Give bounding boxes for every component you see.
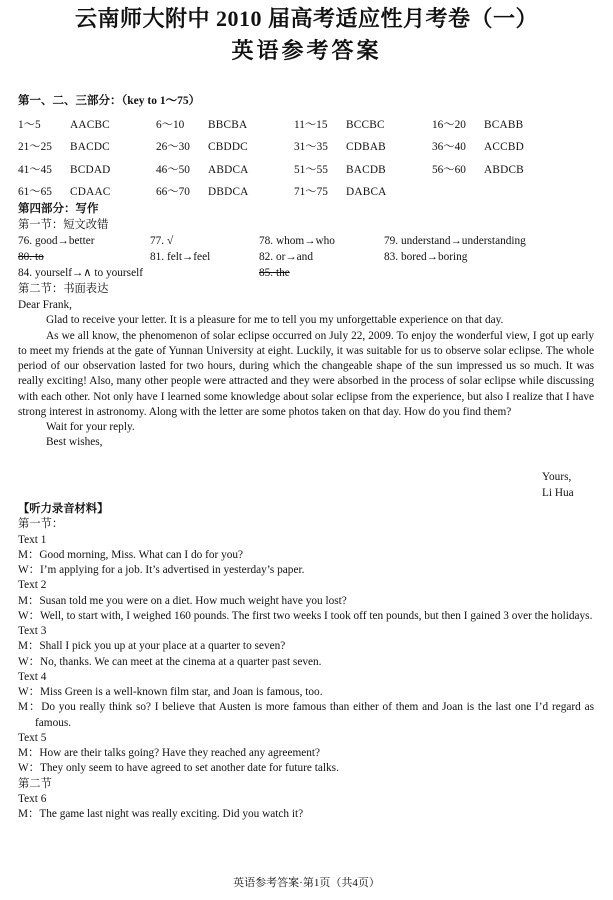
answer-cell [18, 140, 156, 155]
text-label: Text 5 [18, 731, 47, 744]
correction-item: 80. to [18, 251, 44, 263]
answer-key-grid [18, 114, 608, 204]
text-label: Text 6 [18, 792, 47, 805]
question-range: 46～50 [156, 163, 190, 176]
part4-section1-heading: 第一节：短文改错 [18, 219, 109, 231]
dialogue-line: W：Well, to start with, I weighed 160 pounds. The first two weeks I took off ten pounds, but then I gained 3 over the holidays. [18, 609, 593, 622]
correction-item: 84. yourself→∧ to yourself [18, 267, 143, 279]
answer-cell [294, 140, 432, 155]
answer-row [18, 114, 608, 137]
answer-cell [156, 163, 294, 178]
dialogue-line: M：The game last night was really exciting. Did you watch it? [18, 808, 304, 820]
dialogue-line: M：How are their talks going? Have they reached any agreement? [18, 747, 321, 759]
dialogue-line: M：Susan told me you were on a diet. How much weight have you lost? [18, 594, 347, 607]
answer-cell [18, 185, 156, 200]
correction-row [18, 234, 598, 250]
dialogue-line: W：Miss Green is a well-known film star, and Joan is famous, too. [18, 686, 323, 698]
answer-letters: ABDCA [208, 163, 249, 176]
text-label: Text 1 [18, 533, 47, 546]
page-footer: 英语参考答案·第1页（共4页） [233, 877, 380, 889]
listening-section2-heading: 第二节 [18, 777, 52, 790]
question-range: 61～65 [18, 186, 52, 199]
letter-paragraph: Glad to receive your letter. It is a pleasure for me to tell you my unforgettable experience on that day. [46, 314, 504, 327]
answer-letters: BCDAD [70, 163, 111, 176]
listening-transcript [18, 502, 594, 822]
letter-paragraph: Wait for your reply. [46, 421, 135, 433]
answer-letters: CDBAB [346, 141, 386, 154]
answer-cell [18, 163, 156, 178]
answer-cell [432, 163, 570, 178]
dialogue-line: M：Good morning, Miss. What can I do for you? [18, 548, 244, 561]
correction-item: 79. understand→understanding [384, 235, 526, 247]
answer-cell [432, 118, 570, 133]
answer-cell [156, 140, 294, 155]
correction-row [18, 250, 598, 266]
letter-signature: Li Hua [542, 487, 574, 499]
document-title: 云南师大附中 2010 届高考适应性月考卷（一） [74, 6, 538, 31]
answer-letters: DBDCA [208, 186, 249, 199]
question-range: 6～10 [156, 118, 185, 131]
dialogue-line: M：Shall I pick you up at your place at a quarter to seven? [18, 640, 286, 653]
correction-item: 78. whom→who [259, 235, 335, 247]
letter-closing: Yours, [542, 471, 572, 483]
listening-heading: 【听力录音材料】 [18, 503, 109, 515]
answer-letters: BCABB [484, 118, 524, 131]
letter-body [18, 298, 594, 451]
correction-item: 83. bored→boring [384, 251, 468, 263]
question-range: 31～35 [294, 141, 328, 154]
answer-letters: DABCA [346, 186, 387, 199]
answer-letters: ABDCB [484, 163, 524, 176]
answer-letters: ACCBD [484, 141, 524, 154]
letter-paragraph: As we all know, the phenomenon of solar eclipse occurred on July 22, 2009. To enjoy the wonderful view, I got up early to meet my friends at the gate of Yunnan University at eight. Luckily, it was suitable for us to observe solar eclipse. The whole period of our observation lasted for two hours, during which the changeable shape of the sun impressed us so much. It was really exciting! Also, many other people were attracted and they were absorbed in the process of solar eclipse while discussing with each other. Not only have I learned some knowledge about solar eclipse from the experience, but also I realize that I have strong interest in astronomy. Along with the letter are some photos taken on that day. How do you find them? [18, 329, 594, 418]
question-range: 66～70 [156, 186, 190, 199]
answer-cell [156, 185, 294, 200]
dialogue-line: M：Do you really think so? I believe that Austen is more famous than either of them and Joan is the last one I’d regard as famous. [18, 701, 594, 729]
part4-heading: 第四部分：写作 [18, 203, 99, 215]
answer-cell [432, 140, 570, 155]
letter-greeting: Dear Frank, [18, 299, 72, 311]
answer-letters: BACDC [70, 141, 110, 154]
letter-paragraph: Best wishes, [46, 436, 103, 449]
question-range: 16～20 [432, 118, 466, 131]
question-range: 36～40 [432, 141, 466, 154]
dialogue-line: W：No, thanks. We can meet at the cinema at a quarter past seven. [18, 655, 322, 668]
correction-row [18, 266, 598, 282]
text-label: Text 4 [18, 670, 47, 683]
correction-item: 77. √ [150, 235, 174, 247]
listening-section1-heading: 第一节： [18, 518, 64, 531]
answer-row [18, 182, 608, 205]
part123-heading: 第一、二、三部分：（key to 1～75） [18, 95, 201, 107]
question-range: 11～15 [294, 118, 328, 131]
answer-letters: BCCBC [346, 118, 385, 131]
correction-item: 85. the [259, 267, 290, 279]
text-label: Text 2 [18, 579, 47, 592]
answer-row [18, 159, 608, 182]
correction-item: 76. good→better [18, 235, 95, 247]
dialogue-line: W：I’m applying for a job. It’s advertised in yesterday’s paper. [18, 564, 305, 576]
part4-section2-heading: 第二节：书面表达 [18, 283, 109, 295]
answer-letters: CDAAC [70, 186, 111, 199]
answer-row [18, 137, 608, 160]
answer-letters: BBCBA [208, 118, 248, 131]
question-range: 51～55 [294, 163, 328, 176]
question-range: 41～45 [18, 163, 52, 176]
question-range: 71～75 [294, 186, 328, 199]
question-range: 26～30 [156, 141, 190, 154]
answer-letters: BACDB [346, 163, 386, 176]
answer-cell [156, 118, 294, 133]
answer-letters: AACBC [70, 118, 110, 131]
answer-cell [294, 118, 432, 133]
correction-item: 82. or→and [259, 251, 313, 263]
text-label: Text 3 [18, 625, 47, 637]
document-subtitle: 英语参考答案 [231, 38, 382, 63]
question-range: 21～25 [18, 141, 52, 154]
answer-cell [294, 185, 432, 200]
question-range: 56～60 [432, 163, 466, 176]
correction-item: 81. felt→feel [150, 251, 211, 263]
question-range: 1～5 [18, 118, 41, 131]
answer-cell [294, 163, 432, 178]
answer-letters: CBDDC [208, 141, 248, 154]
dialogue-line: W：They only seem to have agreed to set another date for future talks. [18, 762, 339, 775]
answer-cell [18, 118, 156, 133]
